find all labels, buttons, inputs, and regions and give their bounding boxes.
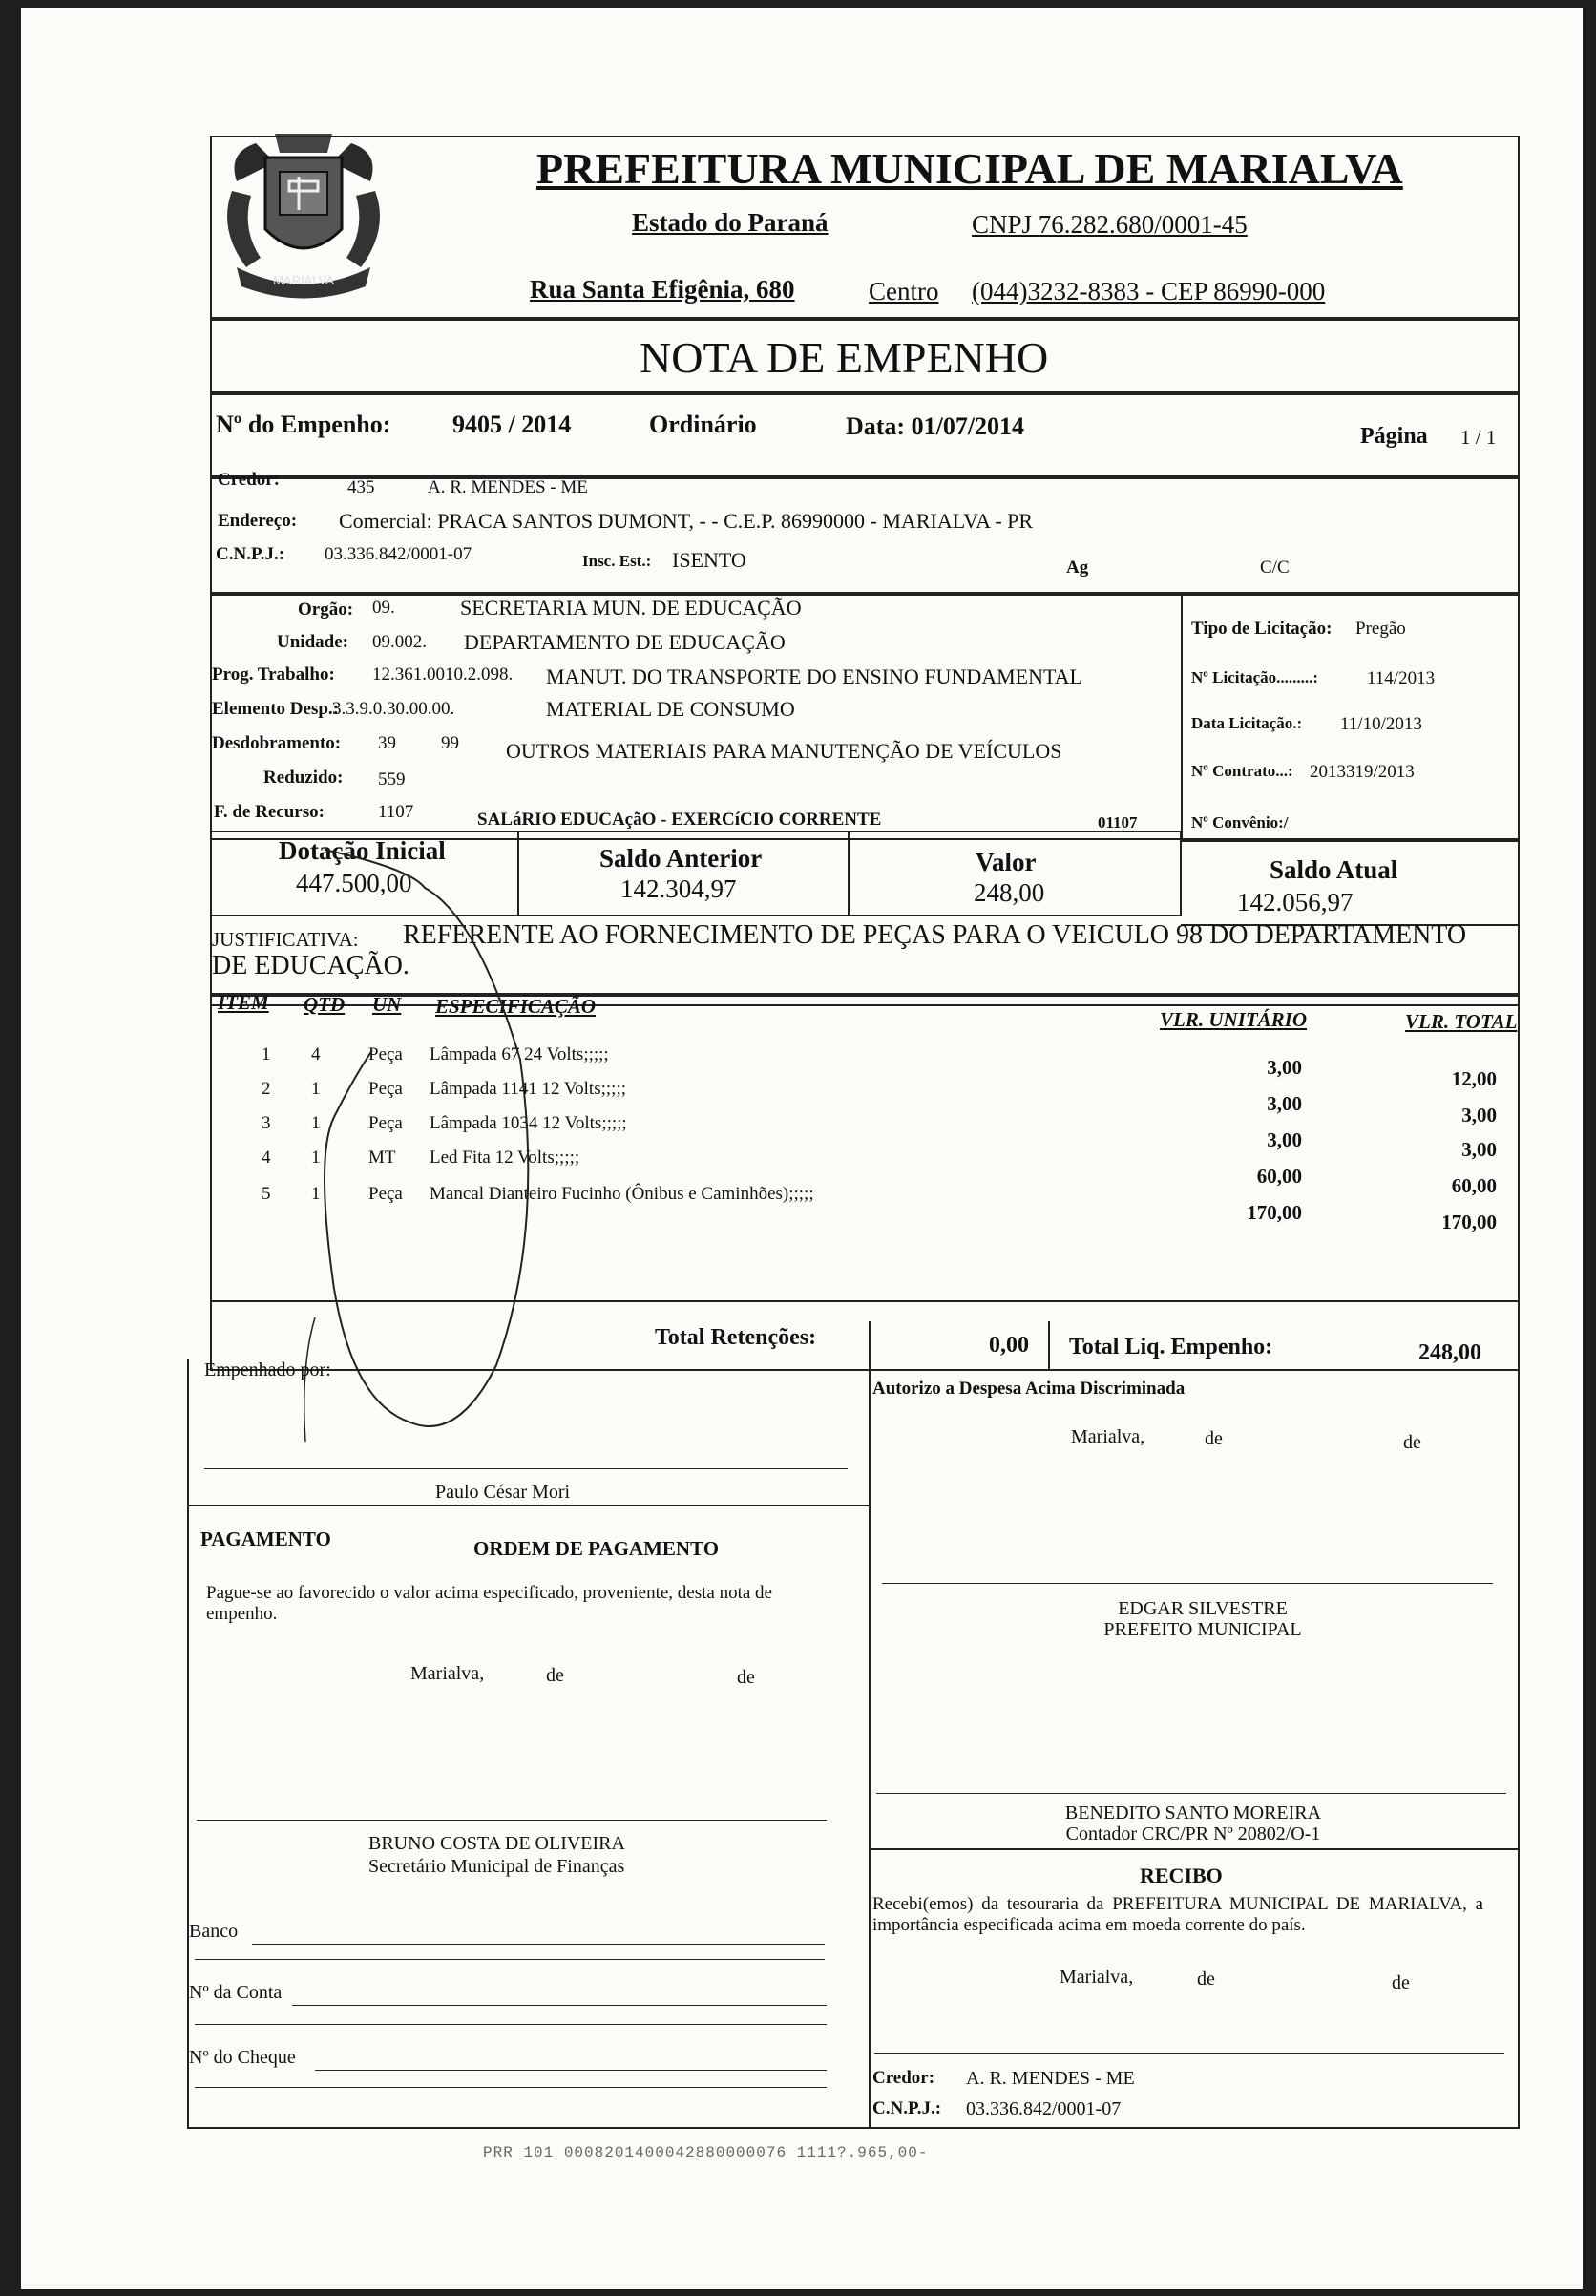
item-un: Peça [368, 1184, 403, 1204]
endereco-value: Comercial: PRACA SANTOS DUMONT, - - C.E.P. 86990000 - MARIALVA - PR [339, 509, 1034, 533]
autorizo-marialva: Marialva, [1071, 1426, 1145, 1447]
data-licitacao-label: Data Licitação.: [1191, 714, 1303, 732]
unidade-code: 09.002. [372, 632, 427, 652]
prefeito-title: PREFEITO MUNICIPAL [1103, 1619, 1302, 1640]
bruno-signature-line [197, 1820, 827, 1821]
item-qtd: 1 [311, 1079, 321, 1099]
desd-code1: 39 [378, 733, 396, 753]
header-vlr-total: VLR. TOTAL [1405, 1010, 1518, 1033]
item-unit-value: 3,00 [1267, 1128, 1302, 1151]
conta-label: Nº da Conta [189, 1982, 283, 2003]
contador-title: Contador CRC/PR Nº 20802/O-1 [1065, 1823, 1321, 1844]
elem-desc: MATERIAL DE CONSUMO [546, 697, 795, 721]
item-unit-value: 3,00 [1267, 1092, 1302, 1115]
recibo-signature-line [874, 2053, 1504, 2054]
item-total-value: 60,00 [1451, 1174, 1497, 1197]
total-retencoes-value: 0,00 [989, 1333, 1029, 1358]
saldo-anterior-label: Saldo Anterior [599, 844, 763, 873]
valores-divider-2 [848, 831, 850, 916]
cnpj-label: C.N.P.J.: [216, 544, 285, 564]
convenio-label: Nº Convênio:/ [1191, 813, 1289, 832]
recibo-title: RECIBO [1140, 1864, 1223, 1887]
pagamento-de2: de [737, 1667, 755, 1688]
contrato-label: Nº Contrato...: [1191, 762, 1293, 780]
header-title: PREFEITURA MUNICIPAL DE MARIALVA [536, 144, 1403, 193]
recurso-label: F. de Recurso: [214, 802, 325, 822]
orcamento-divider [1181, 594, 1183, 840]
cheque-line-2 [195, 2087, 827, 2088]
recibo-credor-label: Credor: [872, 2068, 935, 2088]
item-desc: Led Fita 12 Volts;;;;; [430, 1148, 580, 1168]
header-district: Centro [869, 277, 939, 305]
item-item: 5 [262, 1184, 271, 1204]
item-desc: Lâmpada 1034 12 Volts;;;;; [430, 1113, 627, 1133]
tipo-licitacao-label: Tipo de Licitação: [1191, 619, 1333, 639]
total-liquido-value: 248,00 [1418, 1340, 1481, 1365]
contrato-value: 2013319/2013 [1310, 762, 1415, 782]
header-vlr-unitario: VLR. UNITÁRIO [1160, 1008, 1308, 1031]
recibo-credor-value: A. R. MENDES - ME [966, 2068, 1135, 2089]
recurso-code2: 01107 [1098, 813, 1138, 832]
header-un: UN [372, 993, 402, 1016]
pagina-value: 1 / 1 [1460, 426, 1497, 449]
prog-label: Prog. Trabalho: [212, 664, 335, 685]
unidade-desc: DEPARTAMENTO DE EDUCAÇÃO [464, 630, 786, 654]
item-un: Peça [368, 1079, 403, 1099]
lower-divider [869, 1359, 871, 2129]
cheque-line [315, 2070, 827, 2071]
header-state: Estado do Paraná [632, 208, 829, 237]
lower-left-line-1 [187, 1505, 869, 1506]
insc-label: Insc. Est.: [582, 552, 652, 570]
orgao-label: Orgão: [298, 600, 354, 620]
reduzido-label: Reduzido: [263, 768, 344, 788]
item-desc: Mancal Dianteiro Fucinho (Ônibus e Caminhões);;;;; [430, 1184, 814, 1204]
cnpj-value: 03.336.842/0001-07 [325, 544, 472, 564]
data-licitacao-value: 11/10/2013 [1340, 714, 1422, 734]
orgao-code: 09. [372, 598, 395, 618]
empenho-num-value: 9405 / 2014 [452, 411, 572, 438]
saldo-anterior-value: 142.304,97 [620, 874, 737, 903]
desd-desc: OUTROS MATERIAIS PARA MANUTENÇÃO DE VEÍCULOS [506, 739, 1062, 763]
credor-label: Credor: [218, 470, 281, 490]
desd-code2: 99 [441, 733, 459, 753]
prog-desc: MANUT. DO TRANSPORTE DO ENSINO FUNDAMENTAL [546, 664, 1082, 688]
ordem-pagamento-label: ORDEM DE PAGAMENTO [473, 1537, 720, 1560]
empenhado-por-label: Empenhado por: [204, 1359, 331, 1380]
item-qtd: 1 [311, 1184, 321, 1204]
item-qtd: 1 [311, 1113, 321, 1133]
tipo-licitacao-value: Pregão [1355, 619, 1406, 639]
recurso-code: 1107 [378, 802, 414, 822]
benedito-name: BENEDITO SANTO MOREIRA [1064, 1802, 1322, 1823]
header-qtd: QTD [304, 993, 346, 1016]
banco-label: Banco [189, 1921, 239, 1942]
item-un: Peça [368, 1113, 403, 1133]
item-unit-value: 170,00 [1247, 1201, 1302, 1224]
empenho-num-label: Nº do Empenho: [216, 411, 391, 438]
paulo-name: Paulo César Mori [435, 1482, 571, 1503]
item-total-value: 3,00 [1461, 1138, 1497, 1161]
benedito-signature-line [876, 1793, 1506, 1794]
num-licitacao-label: Nº Licitação.........: [1191, 668, 1319, 686]
item-unit-value: 60,00 [1256, 1165, 1302, 1188]
svg-text:MARIALVA: MARIALVA [273, 273, 334, 287]
edgar-signature-line [882, 1583, 1493, 1584]
justificativa-text2: DE EDUCAÇÃO. [212, 951, 410, 980]
justificativa-text1: REFERENTE AO FORNECIMENTO DE PEÇAS PARA O VEICULO 98 DO DEPARTAMENTO [403, 920, 1467, 950]
item-total-value: 170,00 [1441, 1211, 1497, 1233]
autorizo-de2: de [1403, 1432, 1421, 1453]
ag-label: Ag [1066, 558, 1089, 578]
lower-box [187, 1359, 1520, 2129]
prog-code: 12.361.0010.2.098. [372, 664, 514, 685]
saldo-atual-label: Saldo Atual [1270, 855, 1398, 884]
pagamento-de1: de [546, 1665, 564, 1686]
header-especificacao: ESPECIFICAÇÃO [435, 995, 597, 1018]
conta-line-2 [195, 2024, 827, 2025]
item-un: Peça [368, 1044, 403, 1064]
total-retencoes-label: Total Retenções: [655, 1325, 817, 1350]
item-un: MT [368, 1148, 396, 1168]
item-unit-value: 3,00 [1267, 1056, 1302, 1079]
edgar-name: EDGAR SILVESTRE [1118, 1598, 1288, 1619]
pagamento-label: PAGAMENTO [200, 1527, 331, 1550]
header-address: Rua Santa Efigênia, 680 [530, 275, 795, 304]
doc-title: NOTA DE EMPENHO [640, 333, 1049, 382]
unidade-label: Unidade: [277, 632, 348, 652]
recibo-cnpj-label: C.N.P.J.: [872, 2098, 942, 2118]
footer-stamp: PRR 101 0008201400042880000076 1111?.965,00- [483, 2144, 929, 2161]
recibo-marialva: Marialva, [1060, 1967, 1134, 1988]
header-phone-cep: (044)3232-8383 - CEP 86990-000 [972, 277, 1326, 305]
item-qtd: 1 [311, 1148, 321, 1168]
empenho-tipo: Ordinário [649, 411, 757, 438]
item-total-value: 3,00 [1461, 1104, 1497, 1127]
item-item: 1 [262, 1044, 271, 1064]
recibo-de2: de [1392, 1972, 1410, 1993]
banco-line-2 [195, 1959, 825, 1960]
conta-line [292, 2005, 827, 2006]
recurso-desc: SALáRIO EDUCAçãO - EXERCíCIO CORRENTE [477, 810, 882, 830]
cc-label: C/C [1260, 558, 1290, 578]
item-total-value: 12,00 [1451, 1067, 1497, 1090]
orgao-desc: SECRETARIA MUN. DE EDUCAÇÃO [460, 596, 802, 620]
secretario-title: Secretário Municipal de Finanças [368, 1856, 625, 1877]
recibo-cnpj-value: 03.336.842/0001-07 [966, 2098, 1122, 2119]
total-liquido-label: Total Liq. Empenho: [1069, 1335, 1273, 1359]
item-item: 3 [262, 1113, 271, 1133]
empenho-data: Data: 01/07/2014 [846, 412, 1025, 440]
pagina-label: Página [1360, 424, 1428, 449]
desd-label: Desdobramento: [212, 733, 342, 753]
item-desc: Lâmpada 1141 12 Volts;;;;; [430, 1079, 627, 1099]
item-qtd: 4 [311, 1044, 321, 1064]
endereco-label: Endereço: [218, 511, 298, 531]
pagamento-marialva: Marialva, [410, 1663, 485, 1684]
empenhado-signature-line [204, 1468, 848, 1469]
valor-label: Valor [976, 848, 1037, 876]
dotacao-label: Dotação Inicial [279, 836, 446, 865]
credor-box [210, 477, 1520, 594]
item-item: 2 [262, 1079, 271, 1099]
banco-line [252, 1944, 825, 1945]
autorizo-label: Autorizo a Despesa Acima Discriminada [872, 1379, 1186, 1399]
item-item: 4 [262, 1148, 271, 1168]
justificativa-label: JUSTIFICATIVA: [212, 928, 359, 951]
bruno-name: BRUNO COSTA DE OLIVEIRA [368, 1833, 625, 1854]
insc-value: ISENTO [672, 548, 746, 572]
elem-label: Elemento Desp.: [212, 699, 339, 719]
autorizo-de1: de [1205, 1428, 1223, 1449]
valor-value: 248,00 [974, 878, 1045, 907]
header-cnpj: CNPJ 76.282.680/0001-45 [972, 210, 1248, 239]
pague-se-text: Pague-se ao favorecido o valor acima especificado, proveniente, desta nota de empenho. [206, 1583, 772, 1624]
elem-code: 3.3.9.0.30.00.00. [332, 699, 455, 719]
recibo-text: Recebi(emos) da tesouraria da PREFEITURA MUNICIPAL DE MARIALVA, a importância especificada acima em moeda corrente do país. [872, 1894, 1483, 1935]
reduzido-value: 559 [378, 769, 406, 790]
item-desc: Lâmpada 67 24 Volts;;;;; [430, 1044, 609, 1064]
dotacao-value: 447.500,00 [296, 869, 412, 897]
credor-code: 435 [347, 477, 375, 497]
cheque-label: Nº do Cheque [189, 2047, 296, 2068]
credor-name: A. R. MENDES - ME [428, 477, 588, 497]
saldo-atual-value: 142.056,97 [1237, 888, 1354, 916]
header-item: ITEM [218, 991, 269, 1014]
recibo-de1: de [1197, 1969, 1215, 1990]
num-licitacao-value: 114/2013 [1367, 668, 1436, 688]
recibo-top-line [869, 1848, 1520, 1850]
